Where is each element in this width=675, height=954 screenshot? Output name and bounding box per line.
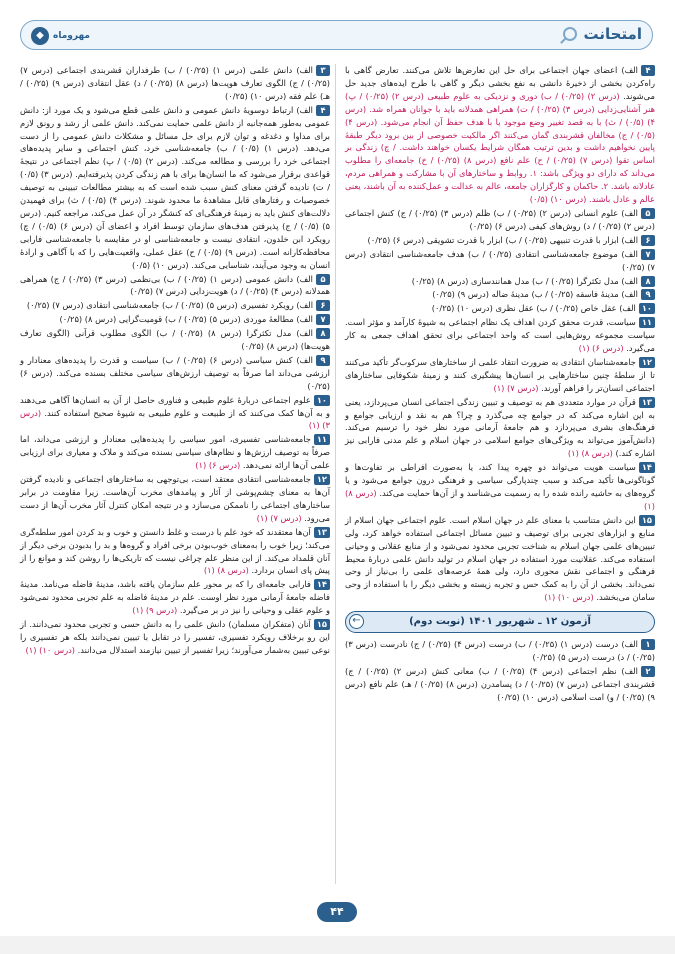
answer-text: الف) مدینهٔ فاسقه (۰/۲۵) / ب) مدینهٔ ضاله (درس ۹) (۰/۲۵)	[432, 289, 638, 300]
answer-text: سیاست هویت می‌تواند دو چهره پیدا کند، یا به‌صورت افراطی بر تفاوت‌ها و گوناگونی‌ها تأکید می‌کند و سبب چندپارگی سیاسی و فرهنگی درون جوامع می‌شود و یا گروه‌های به حاشیه رانده شده را به رسمیت می‌شناسد و از آن‌ها حمایت می‌کند.	[345, 462, 655, 498]
lesson-reference: (درس ۳) (۱)	[20, 407, 330, 431]
answer-item	[345, 461, 655, 513]
answer-text: الف) مدل تکثرگرا (۰/۲۵) / ب) مدل همانندسازی (درس ۸) (۰/۲۵)	[411, 275, 638, 286]
answer-number: ۹	[641, 289, 655, 300]
answer-number: ۱۵	[639, 515, 655, 526]
answer-item	[345, 396, 655, 461]
answer-item	[20, 433, 330, 472]
footer-band	[0, 936, 675, 954]
answer-item	[20, 327, 330, 353]
answer-item	[345, 514, 655, 604]
answer-text: جامعه‌شناسی انتقادی معتقد است، بی‌توجهی به ساختارهای اجتماعی و نادیده گرفتن آن‌ها به معنای چشم‌پوشی از آثار و پیامدهای مخرب آن‌هاست. زیرا مقاومت در برابر ساختارهای اجتماعی را ناممکن می‌سازد و در نتیجه امکان کنترل آثار مخرب آن‌ها از دست می‌رود.	[20, 474, 330, 523]
answer-number: ۱۳	[639, 397, 655, 408]
answer-item	[20, 578, 330, 617]
answer-number: ۱۰	[314, 395, 330, 406]
answer-text: الف) عقل خاص (۰/۲۵) / ب) عقل نظری (درس ۱۰) (۰/۲۵)	[431, 303, 636, 314]
arrow-left-icon: ←	[349, 614, 364, 629]
answer-number: ۱۱	[639, 317, 655, 328]
brand	[563, 25, 642, 43]
page-title: امتحانت	[583, 25, 642, 43]
answer-text: الف) درست (درس ۱) (۰/۲۵) / ب) درست (درس ۴) (۰/۲۵) / ج) نادرست (درس ۳) (۰/۲۵) / د) درست (درس ۵) (۰/۲۵)	[345, 639, 655, 663]
search-icon[interactable]	[563, 27, 577, 41]
answer-item	[20, 618, 330, 657]
answer-text: الف) ابزار با قدرت تنبیهی (۰/۲۵) / ب) ابزار با قدرت تشویقی (درس ۶) (۰/۲۵)	[367, 234, 638, 245]
publisher-logo-icon: ◆	[31, 27, 49, 45]
answer-number: ۱۵	[314, 619, 330, 630]
answer-text: الف) اعضای جهان اجتماعی برای حل این تعارض‌ها تلاش می‌کنند. تعارض گاهی با راه‌کردن بخشی از ذخیرهٔ دانشی به نفع بخشی دیگر و گاهی با طرح ایده‌های جدید حل می‌شوند.	[345, 65, 655, 101]
left-column	[20, 64, 330, 658]
answer-item	[20, 104, 330, 272]
publisher	[31, 27, 90, 45]
answer-item	[345, 234, 655, 247]
lesson-reference: (درس ۸) (۱)	[345, 488, 655, 511]
answer-item	[20, 526, 330, 578]
answer-number: ۸	[316, 328, 330, 339]
lesson-reference: (درس ۸) (۱)	[203, 565, 249, 576]
answer-number: ۶	[316, 300, 330, 311]
answer-number: ۱۴	[314, 579, 330, 590]
answer-item	[20, 299, 330, 312]
answer-number: ۱۲	[314, 474, 330, 485]
answer-item	[20, 394, 330, 433]
answer-number: ۱	[641, 639, 655, 650]
lesson-reference: (درس ۶) (۱)	[578, 343, 624, 354]
page-number: ۴۴	[317, 902, 357, 922]
answer-number: ۲	[641, 666, 655, 677]
lesson-reference: (درس ۷) (۱)	[256, 512, 302, 523]
header-bar	[20, 20, 653, 50]
answer-number: ۶	[641, 235, 655, 246]
answer-number: ۵	[641, 208, 655, 219]
answer-text: الف) رویکرد تفسیری (درس ۵) (۰/۲۵) / ب) جامعه‌شناسی انتقادی (درس ۷) (۰/۲۵)	[26, 300, 313, 311]
answer-text: فارابی جامعه‌ای را که بر محور علم سازمان یافته باشد، مدینهٔ فاضله می‌نامد. مدینهٔ فاضله جامعهٔ آرمانی مورد نظر اوست. علم در مدینهٔ فاضله به علم تجربی محدود نمی‌شود و علوم عقلی و وحیانی را نیز در بر می‌گیرد.	[20, 579, 330, 616]
column-divider	[335, 64, 336, 884]
answer-number: ۹	[316, 355, 330, 366]
answer-text: این دانش متناسب با معنای علم در جهان اسلام است. علوم اجتماعی جهان اسلام از منابع و ابزارهای تجربی برای توصیف و تبیین مسائل اجتماعی استفاده خواهد کرد، ولی تبیین‌های علمی جهان اسلام به شناخت تجربی محدود نمی‌شود و از منابع عقلانی و وحیانی استفاده می‌کند. عقلانیت مورد استفاده در جهان اسلام در تولید دانش علمی دربارهٔ محیط فرهنگی و اجتماعی نقش محوری دارد، ولی همهٔ عرصه‌های علمی را بی‌نیاز از وحی نمی‌داند. بخشی از آن را به کمک حس و تجربه زیسته و بخشی دیگر را با استفاده از وحی سامان می‌بخشد.	[345, 514, 655, 603]
answer-number: ۱۳	[314, 527, 330, 538]
answer-item	[345, 275, 655, 288]
answer-number: ۷	[316, 314, 330, 325]
answer-text: آنان (متفکران مسلمان) دانش علمی را به دانش حسی و تجربی محدود نمی‌دانند. از این رو برخلاف رویکرد تفسیری، تفسیر را در تقابل با تبیین نمی‌دانند بلکه هر تفسیری را نوعی تبیین به‌شمار می‌آورند؛ زیرا تفسیر از تبیین نیازمند استدلال می‌دانند.	[20, 619, 330, 655]
answer-item	[20, 354, 330, 393]
answer-text: علوم اجتماعی دربارهٔ علوم طبیعی و فناوری حاصل از آن به انسان‌ها آگاهی می‌دهند و به آن‌ها کمک می‌کنند که از طبیعت و علوم طبیعی به شیوهٔ صحیح استفاده کنند.	[20, 394, 331, 418]
answer-text: قرآن در موارد متعددی هم به توصیف و تبیین زندگی اجتماعی انسان می‌پردازد، یعنی به این اشاره می‌کند که در جوامع چه می‌گذرد و چرا؟ هم به نقد و ارزیابی جوامع و فرهنگ‌های بشری می‌پردازد و هم جامعهٔ آرمانی مورد نظر خود را ترسیم می‌کند. (دانش‌آموز می‌تواند به ویژگی‌های جوامع اسلامی در جهان اسلام و علم مدنی فارابی نیز اشاره کند.)	[345, 396, 655, 459]
answer-item	[345, 638, 655, 664]
answer-text: آن‌ها معتقدند که خود علم با درست و غلط دانستن و خوب و بد کردن امور سلطه‌گری می‌کند؛ زیرا خوب را به‌معنای خوب‌بودن برخی افراد و گروه‌ها و بد را بدبودن برخی دیگر از آنان قلمداد می‌کند. از این منظر علم چراغی نیست که تاریکی‌ها را روشن کند و موانع را از پیش پای انسان بردارد.	[20, 526, 330, 576]
answer-number: ۳	[316, 65, 330, 76]
answer-number: ۸	[641, 276, 655, 287]
answer-item	[345, 248, 655, 274]
answer-item	[345, 288, 655, 301]
answer-text: الف) علوم انسانی (درس ۲) (۰/۲۵) / ب) ظلم (درس ۳) (۰/۲۵) / ج) کنش اجتماعی (درس ۲) (۰/۲۵) / د) روش‌های کیفی (درس ۶) (۰/۲۵)	[345, 207, 655, 231]
answer-item	[345, 356, 655, 395]
lesson-reference: (درس ۶) (۱)	[195, 460, 241, 471]
answer-text: جامعه‌شناسی تفسیری، امور سیاسی را پدیده‌هایی معنادار و ارزشی می‌داند، اما صرفاً به توصیف ارزش‌ها و نظام‌های سیاسی بسنده می‌کند و ملاک و معیاری برای ارزیابی علمی آن‌ها ارائه نمی‌دهد.	[20, 434, 330, 471]
answer-item	[20, 64, 330, 103]
answer-text: الف) دانش عمومی (درس ۱) (۰/۲۵) / ب) بی‌نظمی (درس ۳) (۰/۲۵) / ج) همراهی همدلانه (درس ۴) (۰/۲۵) / د) هویت‌زدایی (درس ۷) (۰/۲۵)	[20, 273, 330, 297]
answer-item	[20, 273, 330, 299]
answer-text: الف) مطالعهٔ موردی (درس ۵) (۰/۲۵) / ب) قومیت‌گرایی (درس ۸) (۰/۲۵)	[59, 314, 313, 325]
answer-number: ۷	[641, 249, 655, 260]
answer-text: الف) مدل تکثرگرا (درس ۸) (۰/۲۵) / ب) الگوی مطلوب قرآنی (الگوی تعارف هویت‌ها) (درس ۸) (۰/۲۵)	[20, 328, 330, 352]
answer-text: الف) موضوع جامعه‌شناسی انتقادی (۰/۲۵) / ب) هدف جامعه‌شناسی انتقادی (درس ۷) (۰/۲۵)	[345, 248, 655, 272]
lesson-reference: (درس ۸) (۱)	[567, 448, 613, 459]
answer-text: الف) ارتباط دوسویهٔ دانش عمومی و دانش علمی قطع می‌شود و یک مورد از: دانش عمومی به‌طور همه‌جانبه از دانش علمی حمایت نمی‌کند. دانش علمی از رشد و رونق لازم برای مداوا و دغدغه و توان لازم برای حل مسائل و مشکلات دانش عمومی را از دست می‌دهد. (درس ۱) (۰/۵) / ب) جامعه‌شناسی خرد، کنش اجتماعی و سایر پدیده‌های اجتماعی خرد را بررسی و مطالعه می‌کند. (درس ۲) (۰/۵) / پ) نظم اجتماعی در نتیجهٔ قواعدی برقرار می‌شود که ما انسان‌ها برای با هم زندگی کردن پذیرفته‌ایم. (درس ۳) (۰/۵) / ت) نادیده گرفتن معنای کنش سبب شده است که به بیشتر مطالعات تبیینی به توصیف خصوصیات و رفتارهای قابل مشاهدهٔ ما محدود شوند. (درس ۴) (۰/۵) / ث) برای فهمیدن دلالت‌های کنش باید به زمینهٔ فرهنگی‌ای که کنشگر در آن عمل می‌کند، مراجعه کنیم. (درس ۵) (۰/۵) / ج) پذیرفتن هدف‌های سازمان توسط افراد و اعضای آن (درس ۶) (۰/۵) / چ) رویکرد ابن خلدون، انتقادی نیست و جامعه‌شناسی او در مقایسه با جامعه‌شناسی فارابی محافظه‌کارانه است. (درس ۹) (۰/۵) / ح) عقل عملی، واقعیت‌هایی را که با آگاهی و ارادهٔ انسان به وجود می‌آیند، شناسایی می‌کند. (درس ۱۰) (۰/۵)	[20, 104, 330, 270]
exam-section-title: آزمون ۱۲ ـ شهریور ۱۴۰۱ (نوبت دوم)	[409, 616, 591, 628]
answer-number: ۴	[641, 65, 655, 76]
answer-number: ۱۰	[639, 303, 655, 314]
lesson-reference: (درس ۷) (۱)	[493, 382, 539, 393]
answer-text: الف) دانش علمی (درس ۱) (۰/۲۵) / ب) طرفداران قشربندی اجتماعی (درس ۷) (۰/۲۵) / ج) الگوی تعارف هویت‌ها (درس ۸) (۰/۲۵) / د) عقل انتقادی (درس ۹) (۰/۲۵) / هـ) علم فقه (درس ۱۰) (۰/۲۵)	[20, 65, 330, 101]
answer-item	[345, 665, 655, 704]
lesson-reference: (درس ۱۰) (۱)	[544, 592, 594, 603]
answer-text: الف) کنش سیاسی (درس ۶) (۰/۲۵) / ب) سیاست و قدرت را پدیده‌های معنادار و ارزشی می‌داند اما صرفاً به توصیف ارزش‌های سیاسی مختلف بسنده می‌کند. (درس ۶) (۰/۲۵)	[20, 354, 330, 391]
answer-number: ۱۱	[314, 434, 330, 445]
exam-section-header	[345, 611, 655, 633]
answer-item	[345, 64, 655, 206]
answer-number: ۱۴	[639, 462, 655, 473]
lesson-reference: (درس ۱۰) (۱)	[25, 644, 76, 655]
answer-item	[345, 207, 655, 233]
publisher-name: مهروماه	[53, 31, 90, 41]
answer-item	[20, 473, 330, 525]
answer-number: ۵	[316, 274, 330, 285]
answer-number: ۱۲	[639, 357, 655, 368]
answer-item	[345, 302, 655, 315]
lesson-reference: (درس ۲) (۰/۲۵) / ب) دوری و نزدیکی به علوم طبیعی (درس ۲) (۰/۲۵) / پ) هنر آشنایی‌زدایی (درس ۳) (۰/۲۵) / ت) همراهی همدلانه باید با جوانان همراه شد. (درس ۴) (۰/۵) / ث) با به قصد تغییر وضع موجود یا با هدف حفظ آن انجام می‌شود. (درس ۴) (۰/۵) / ج) مخالفان قشربندی گمان می‌کنند اگر مالکیت خصوصی از بین برود دیگر طبقهٔ پایین نخواهیم داشت و بدین ترتیب همگان شرایط یکسان خواهند داشت. / چ) زندگی بر اساس تقوا (درس ۷) (۰/۲۵) / ح) علم نافع (درس ۸) (۰/۲۵) / خ) جامعه‌ای را مطلوب می‌داند که دارای دو ویژگی باشد: ۱. روابط و ساختارهای آن با مشارکت و همراهی مردم، عادلانه باشد. ۲. حاکمان و کارگزاران جامعه، عالم به عدالت و عمل‌کننده به آن باشند، یعنی عالم و عادل باشند. (درس ۱۰) (۰/۵)	[345, 90, 656, 205]
answer-number: ۴	[316, 105, 330, 116]
answer-text: جامعه‌شناسان انتقادی به ضرورت انتقاد علمی از ساختارهای سرکوب‌گر تأکید می‌کنند تا از سلطهٔ چنین ساختارهایی بر انسان‌ها پیشگیری کنند و زمینهٔ شکوفایی ساختارهای اجتماعی انسان‌تر را فراهم آورند.	[345, 356, 655, 393]
lesson-reference: (درس ۹) (۱)	[132, 605, 178, 616]
answer-text: الف) نظم اجتماعی (درس ۴) (۰/۲۵) / ب) معانی کنش (درس ۲) (۰/۲۵) / ج) قشربندی اجتماعی (درس ۷) (۰/۲۵) / د) پسامدرن (درس ۸) (۰/۲۵) / هـ) علم نافع (درس ۹) (۰/۲۵) / و) امت اسلامی (درس ۱۰) (۰/۲۵)	[345, 665, 655, 702]
answer-text: سیاست، قدرت محقق کردن اهداف یک نظام اجتماعی به شیوهٔ کارآمد و مؤثر است. سیاست مجموعه روش‌هایی است که واحد اجتماعی برای تحقق اهداف جمعی به کار می‌گیرد.	[345, 317, 655, 354]
answer-item	[345, 316, 655, 355]
right-column	[345, 64, 655, 705]
answer-item	[20, 313, 330, 326]
